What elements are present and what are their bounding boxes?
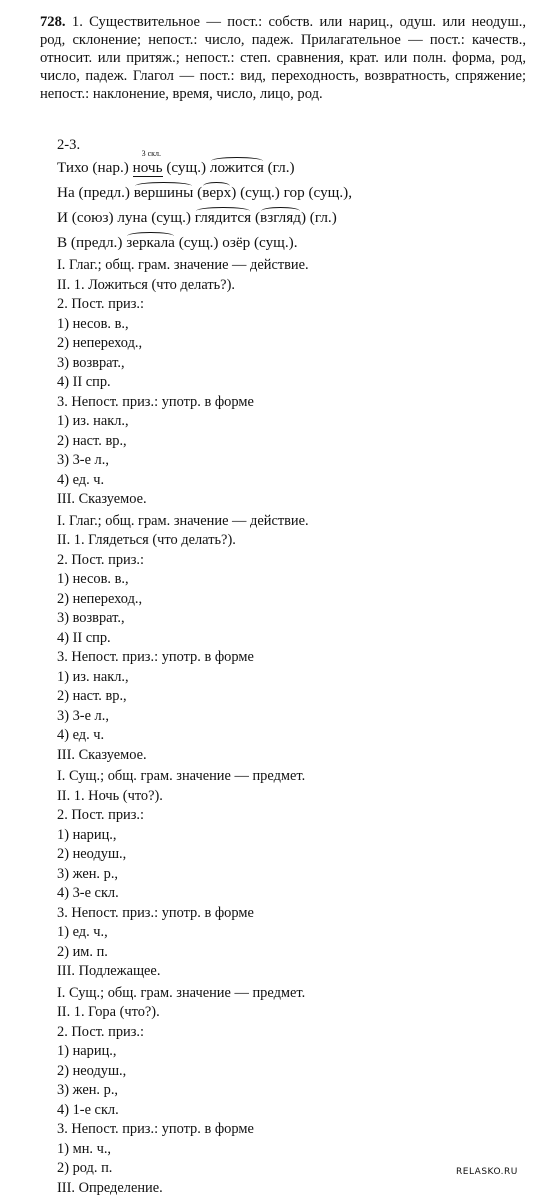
analysis-line: 2) неодуш., [57, 845, 527, 865]
parse-text: На (предл.) [57, 184, 134, 201]
analysis-line: II. 1. Глядеться (что делать?). [57, 531, 527, 551]
parse-text: И (союз) луна (сущ.) [57, 209, 195, 226]
analysis-line: 2. Пост. приз.: [57, 551, 527, 571]
exercise-number: 728. [40, 14, 66, 30]
analysis-line: 2. Пост. приз.: [57, 1023, 527, 1043]
sentence-parse [57, 155, 527, 255]
analysis-line: 1) несов. в., [57, 315, 527, 335]
analysis-line: 2) наст. вр., [57, 432, 527, 452]
analysis-line: 2) им. п. [57, 943, 527, 963]
analysis-line: III. Определение. [57, 1179, 527, 1198]
analysis-line: II. 1. Ночь (что?). [57, 787, 527, 807]
site-watermark: RELASKO.RU [456, 1167, 518, 1177]
analysis-line: 2) неодуш., [57, 1062, 527, 1082]
analysis-line: 2) непереход., [57, 590, 527, 610]
parse-line-2 [57, 180, 527, 205]
root-arc-mark [127, 232, 174, 240]
morphological-analysis [57, 256, 527, 1198]
word-lozhitsya: ложится [210, 155, 264, 180]
analysis-line: 1) ед. ч., [57, 923, 527, 943]
analysis-line: III. Сказуемое. [57, 490, 527, 510]
analysis-line: 1) несов. в., [57, 570, 527, 590]
analysis-line: II. 1. Гора (что?). [57, 1003, 527, 1023]
analysis-line: 4) 3-е скл. [57, 884, 527, 904]
word-vershiny: вершины [134, 180, 194, 205]
parse-text: ) (гл.) [301, 209, 337, 226]
analysis-line: 4) ед. ч. [57, 471, 527, 491]
analysis-line: 3) 3-е л., [57, 707, 527, 727]
analysis-line: 3. Непост. приз.: употр. в форме [57, 393, 527, 413]
analysis-line: 4) II спр. [57, 629, 527, 649]
analysis-line: 4) 1-е скл. [57, 1101, 527, 1121]
analysis-block [57, 512, 527, 766]
analysis-block [57, 984, 527, 1198]
analysis-line: 3. Непост. приз.: употр. в форме [57, 904, 527, 924]
analysis-line: 1) из. накл., [57, 668, 527, 688]
exercise-intro [40, 14, 526, 104]
analysis-line: III. Сказуемое. [57, 746, 527, 766]
analysis-line: I. Сущ.; общ. грам. значение — предмет. [57, 984, 527, 1004]
parse-text: ( [251, 209, 260, 226]
parse-line-4 [57, 230, 527, 255]
word-zerkala: зеркала [126, 230, 175, 255]
analysis-block [57, 256, 527, 510]
root-arc-mark [135, 182, 193, 190]
parse-text: (сущ.) [163, 159, 210, 176]
analysis-line: III. Подлежащее. [57, 962, 527, 982]
task-subheading: 2-3. [57, 136, 80, 154]
analysis-line: 3) возврат., [57, 354, 527, 374]
parse-line-1 [57, 155, 527, 180]
analysis-line: 3) возврат., [57, 609, 527, 629]
declension-note: 3 скл. [142, 150, 161, 158]
analysis-line: 4) II спр. [57, 373, 527, 393]
analysis-line: 3. Непост. приз.: употр. в форме [57, 1120, 527, 1140]
analysis-line: 2. Пост. приз.: [57, 295, 527, 315]
root-arc-mark [211, 157, 263, 165]
root-arc-mark [196, 207, 250, 215]
analysis-line: 1) нариц., [57, 1042, 527, 1062]
word-vzglyad: взгляд [260, 205, 301, 230]
word-noch: 3 скл. ночь [133, 155, 163, 180]
root-arc-mark [203, 182, 230, 190]
analysis-line: 3) 3-е л., [57, 451, 527, 471]
analysis-line: 1) из. накл., [57, 412, 527, 432]
analysis-line: 4) ед. ч. [57, 726, 527, 746]
analysis-line: 2) непереход., [57, 334, 527, 354]
analysis-block [57, 767, 527, 982]
parse-text: ( [193, 184, 202, 201]
analysis-line: 1) нариц., [57, 826, 527, 846]
parse-text: ) (сущ.) гор (сущ.), [231, 184, 352, 201]
word-verkh: верх [202, 180, 231, 205]
word-glyaditsya: глядится [195, 205, 251, 230]
analysis-line: II. 1. Ложиться (что делать?). [57, 276, 527, 296]
parse-line-3 [57, 205, 527, 230]
parse-text: В (предл.) [57, 234, 126, 251]
analysis-line: I. Глаг.; общ. грам. значение — действие. [57, 512, 527, 532]
analysis-line: 3) жен. р., [57, 865, 527, 885]
analysis-line: 2. Пост. приз.: [57, 806, 527, 826]
analysis-line: I. Сущ.; общ. грам. значение — предмет. [57, 767, 527, 787]
exercise-intro-text: 1. Существительное — пост.: собств. или нариц., одуш. или неодуш., род, склонение; непост.: число, падеж. Прилагательное — пост.: качеств., относит. или притяж.; непост.: степ. сравнения, крат. или полн. форма, род, число, падеж. Глагол — пост.: вид, переходность, возвратность, спряжение; непост.: наклонение, время, число, лицо, род. [40, 14, 526, 102]
analysis-line: I. Глаг.; общ. грам. значение — действие. [57, 256, 527, 276]
root-arc-mark [261, 207, 300, 215]
analysis-line: 1) мн. ч., [57, 1140, 527, 1160]
parse-text: (сущ.) озёр (сущ.). [175, 234, 298, 251]
analysis-line: 3. Непост. приз.: употр. в форме [57, 648, 527, 668]
analysis-line: 3) жен. р., [57, 1081, 527, 1101]
parse-text: Тихо (нар.) [57, 159, 133, 176]
analysis-line: 2) род. п. [57, 1159, 527, 1179]
parse-text: (гл.) [264, 159, 295, 176]
analysis-line: 2) наст. вр., [57, 687, 527, 707]
